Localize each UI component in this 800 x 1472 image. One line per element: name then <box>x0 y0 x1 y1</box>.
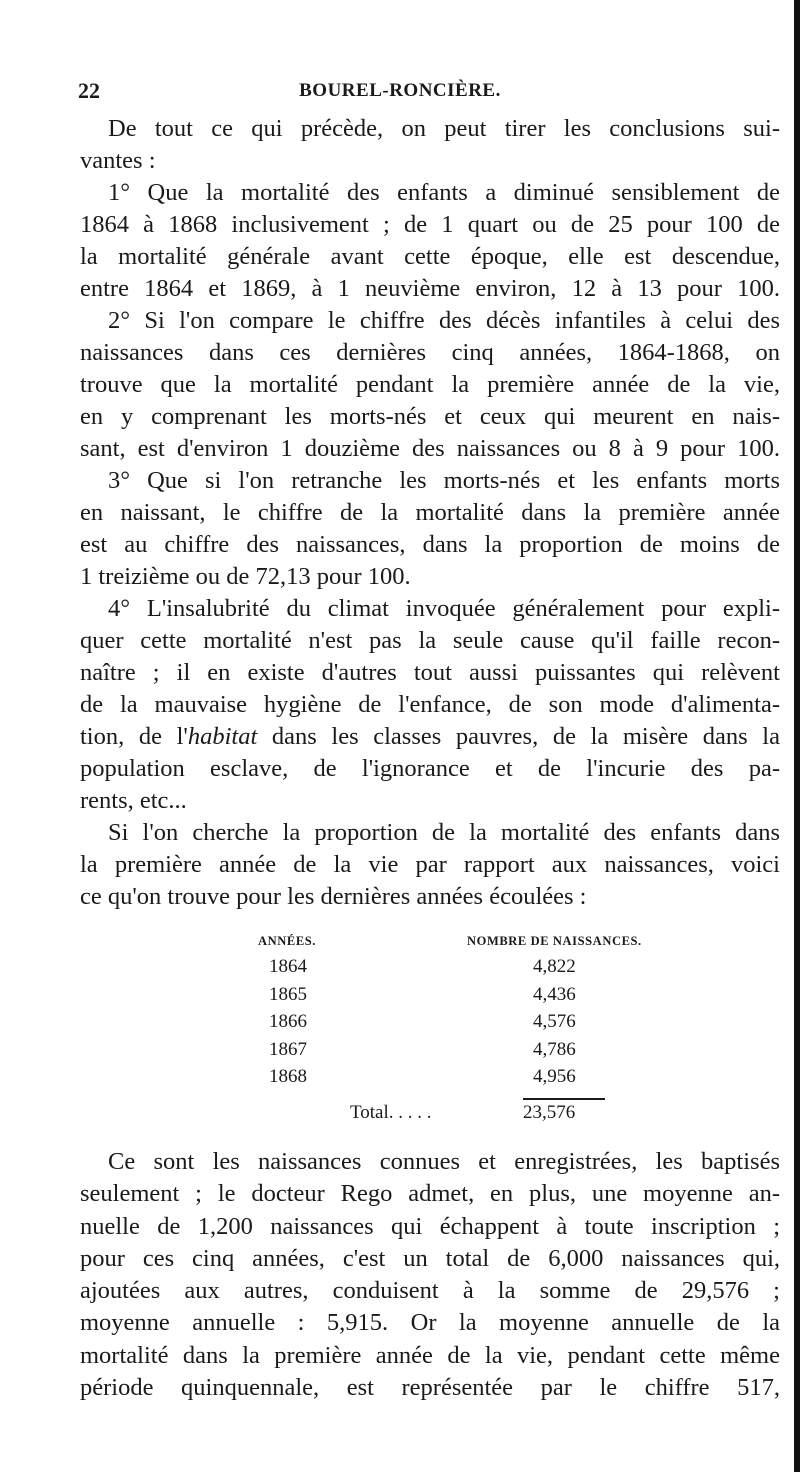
table-header <box>255 934 655 956</box>
year-cell: 1864 <box>269 956 307 977</box>
table-row <box>255 1039 655 1067</box>
column-header-years: ANNÉES. <box>258 934 317 948</box>
year-cell: 1866 <box>269 1011 307 1032</box>
year-cell: 1867 <box>269 1038 307 1060</box>
total-rule <box>523 1098 605 1100</box>
text-line: de la mauvaise hygiène de l'enfance, de son mode d'alimenta- <box>80 691 780 718</box>
births-cell: 4,786 <box>533 1038 576 1060</box>
table-row <box>255 984 655 1012</box>
text-line: rents, etc... <box>80 787 187 814</box>
text-line: sant, est d'environ 1 douzième des naissances ou 8 à 9 pour 100. <box>80 435 780 462</box>
text-line: pour ces cinq années, c'est un total de 6,000 naissances qui, <box>80 1244 780 1272</box>
text-line: période quinquennale, est représentée par le chiffre 517, <box>80 1374 780 1402</box>
page-number: 22 <box>78 78 100 103</box>
body-text-before-table <box>80 113 780 913</box>
year-cell: 1868 <box>269 1066 307 1087</box>
table-row <box>255 1066 655 1094</box>
text-line: quer cette mortalité n'est pas la seule cause qu'il faille recon- <box>80 627 780 654</box>
column-header-births: NOMBRE DE NAISSANCES. <box>467 934 642 948</box>
births-cell: 4,956 <box>533 1066 576 1087</box>
text-line: ce qu'on trouve pour les dernières années écoulées : <box>80 883 587 910</box>
total-value: 23,576 <box>523 1102 576 1123</box>
text-line: moyenne annuelle : 5,915. Or la moyenne annuelle de la <box>80 1309 780 1337</box>
page-edge-shadow <box>794 0 800 1472</box>
text-line: 1864 à 1868 inclusivement ; de 1 quart ou de 25 pour 100 de <box>80 211 780 238</box>
table-row <box>255 1011 655 1039</box>
text-line: naissances dans ces dernières cinq années, 1864-1868, on <box>80 339 780 366</box>
text-line: Ce sont les naissances connues et enregistrées, les baptisés <box>108 1148 780 1175</box>
text-line: ajoutées aux autres, conduisent à la somme de 29,576 ; <box>80 1277 780 1305</box>
births-cell: 4,822 <box>533 956 576 977</box>
text-line: seulement ; le docteur Rego admet, en plus, une moyenne an- <box>80 1180 780 1208</box>
text-fragment: tion, de l' <box>80 723 188 750</box>
text-line: mortalité dans la première année de la vie, pendant cette même <box>80 1341 780 1369</box>
running-title: BOUREL-RONCIÈRE. <box>299 80 501 101</box>
italic-word: habitat <box>187 723 258 750</box>
text-line: Si l'on cherche la proportion de la mortalité des enfants dans <box>108 819 780 846</box>
text-line: population esclave, de l'ignorance et de l'incurie des pa- <box>80 755 780 782</box>
text-line: trouve que la mortalité pendant la première année de la vie, <box>80 371 780 398</box>
births-cell: 4,576 <box>533 1011 576 1032</box>
text-line-with-italic <box>80 721 780 753</box>
year-cell: 1865 <box>269 983 307 1005</box>
births-cell: 4,436 <box>533 983 576 1005</box>
text-line: entre 1864 et 1869, à 1 neuvième environ, 12 à 13 pour 100. <box>80 275 780 302</box>
text-line: en naissant, le chiffre de la mortalité dans la première année <box>80 499 780 526</box>
page-header <box>0 78 800 108</box>
table-row <box>255 956 655 984</box>
text-line: vantes : <box>80 147 156 174</box>
text-line: la première année de la vie par rapport aux naissances, voici <box>80 851 780 878</box>
text-line: 4° L'insalubrité du climat invoquée généralement pour expli- <box>108 595 780 622</box>
text-line: la mortalité générale avant cette époque, elle est descendue, <box>80 243 780 270</box>
body-text-after-table <box>80 1146 780 1404</box>
text-line: est au chiffre des naissances, dans la proportion de moins de <box>80 531 780 558</box>
total-label: Total. . . . . <box>350 1102 432 1123</box>
text-line: nuelle de 1,200 naissances qui échappent à toute inscription ; <box>80 1212 780 1240</box>
births-table <box>255 934 655 1123</box>
text-line: De tout ce qui précède, on peut tirer les conclusions sui- <box>108 115 780 142</box>
text-line: 1 treizième ou de 72,13 pour 100. <box>80 563 411 590</box>
text-line: 3° Que si l'on retranche les morts-nés et les enfants morts <box>108 467 780 494</box>
text-line: en y comprenant les morts-nés et ceux qui meurent en nais- <box>80 403 780 430</box>
text-line: 2° Si l'on compare le chiffre des décès infantiles à celui des <box>108 307 780 334</box>
text-line: naître ; il en existe d'autres tout aussi puissantes qui relèvent <box>80 659 780 686</box>
text-fragment: dans les classes pauvres, de la misère dans la <box>271 723 780 750</box>
text-line: 1° Que la mortalité des enfants a diminué sensiblement de <box>108 179 780 206</box>
